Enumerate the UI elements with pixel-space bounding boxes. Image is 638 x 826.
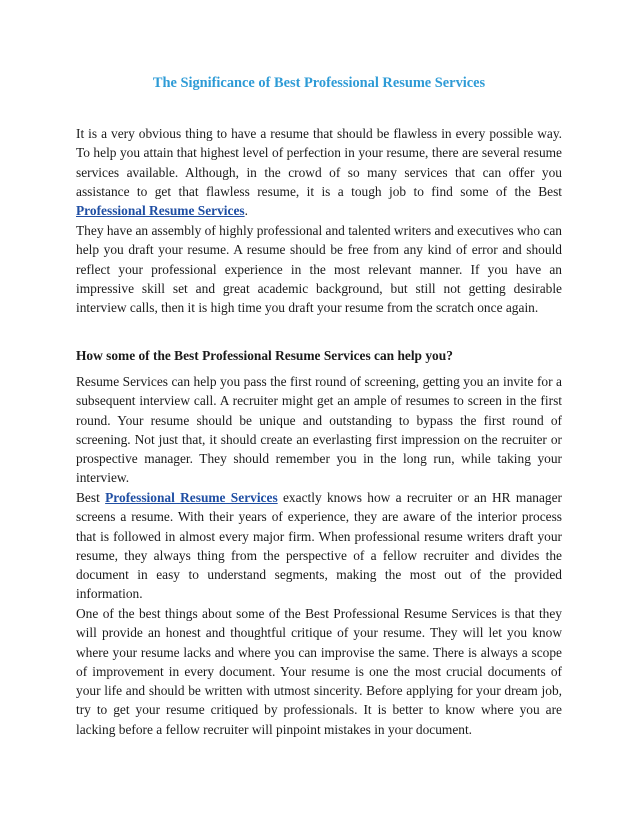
- paragraph-screening: Resume Services can help you pass the first round of screening, getting you an invite for a subsequent interview call. A recruiter might get an ample of resumes to screen in the first round. Your resume should be unique and outstanding to bypass the first round of screening. Not just that, it should create an everlasting first impression on the recruiter or prospective manager. They should remember you in the long run, while taking your interview.: [76, 374, 562, 486]
- paragraph-intro-tail: .: [244, 203, 248, 219]
- paragraph-recruiter-text: exactly knows how a recruiter or an HR manager screens a resume. With their years of experience, they are aware of the interior process that is followed in almost every major firm. When professional resume writers draft your resume, they always thing from the perspective of a fellow recruiter and divides the document in easy to understand segments, making the most out of the provided information.: [76, 490, 562, 602]
- paragraph-assembly: They have an assembly of highly professional and talented writers and executives who can help you draft your resume. A resume should be free from any kind of error and should reflect your professional experience in the most relevant manner. If you have an impressive skill set and great academic background, but still not getting desirable interview calls, then it is high time you draft your resume from the scratch once again.: [76, 223, 562, 316]
- professional-resume-services-link-1[interactable]: Professional Resume Services: [76, 203, 245, 219]
- document-title: The Significance of Best Professional Resume Services: [152, 75, 486, 91]
- paragraph-critique: One of the best things about some of the Best Professional Resume Services is that they will provide an honest and thoughtful critique of your resume. They will let you know where your resume lacks and where you can improvise the same. There is always a scope of improvement in every document. Your resume is one the most crucial documents of your life and should be written with utmost sincerity. Before applying for your dream job, try to get your resume critiqued by professionals. It is better to know where you are lacking before a fellow recruiter will pinpoint mistakes in your document.: [76, 606, 562, 737]
- professional-resume-services-link-2[interactable]: Professional Resume Services: [105, 490, 278, 505]
- paragraph-intro: [76, 124, 562, 220]
- section-heading: How some of the Best Professional Resume Services can help you?: [76, 348, 453, 363]
- paragraph-intro-text: It is a very obvious thing to have a resume that should be flawless in every possible way. To help you attain that highest level of perfection in your resume, there are several resume services available. Although, in the crowd of so many services that can offer you assistance to get that flawless resume, it is a tough job to find some of the Best: [76, 126, 562, 199]
- paragraph-recruiter-lead: Best: [76, 490, 106, 505]
- paragraph-recruiter: [76, 488, 562, 604]
